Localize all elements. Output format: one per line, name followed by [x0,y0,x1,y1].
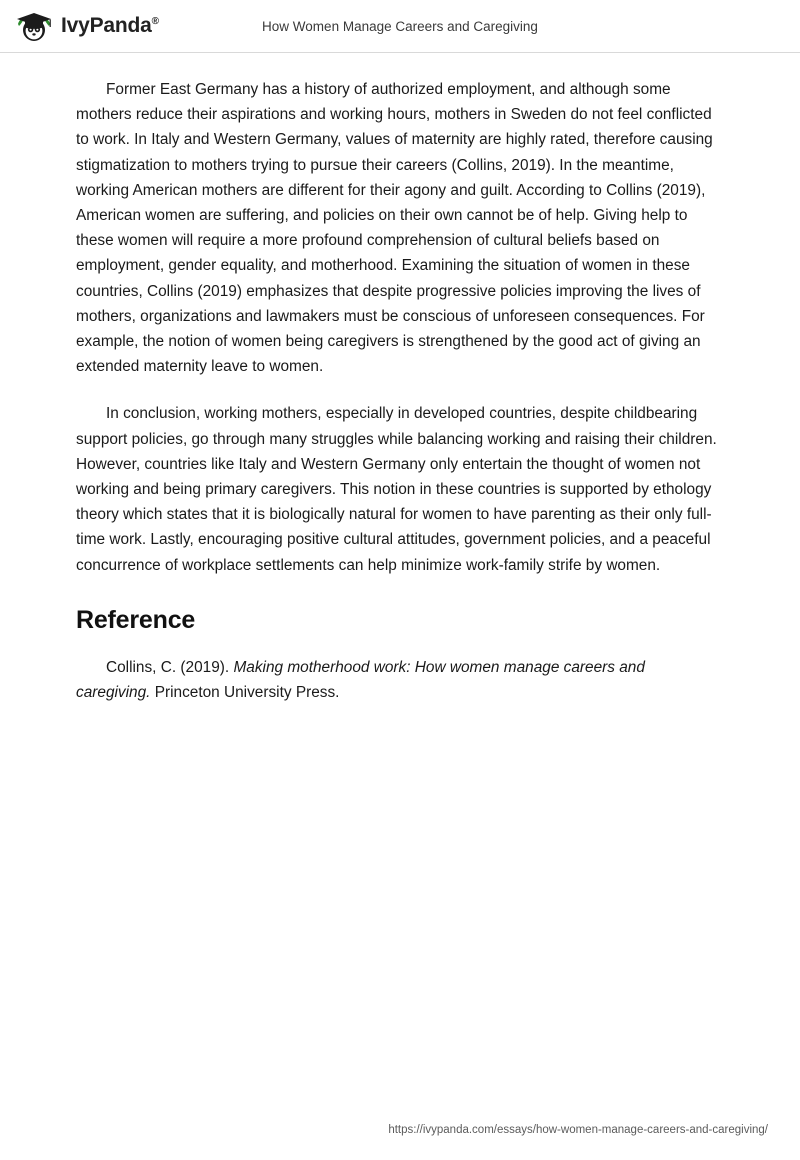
brand-logo-link[interactable] [0,6,159,46]
section-heading-reference: Reference [76,605,196,634]
document-body [0,53,800,705]
source-url-link[interactable]: https://ivypanda.com/essays/how-women-manage-careers-and-caregiving/ [388,1124,768,1136]
reference-title: Making motherhood work: How women manage careers and caregiving. [76,658,645,702]
reference-publisher: Princeton University Press. [150,684,340,702]
page-title: How Women Manage Careers and Caregiving [262,18,538,34]
brand-name: IvyPanda® [61,14,159,37]
page-footer [0,1124,800,1136]
page-header [0,0,800,53]
paragraph: Former East Germany has a history of authorized employment, and although some mothers reduce their aspirations and working hours, mothers in Sweden do not feel conflicted to work. In Italy and Western Germany, values of maternity are highly rated, therefore causing stigmatization to mothers trying to pursue their careers (Collins, 2019). In the meantime, working American mothers are different for their agony and guilt. According to Collins (2019), American women are suffering, and policies on their own cannot be of help. Giving help to these women will require a more profound comprehension of cultural beliefs based on employment, gender equality, and motherhood. Examining the situation of women in these countries, Collins (2019) emphasizes that despite progressive policies improving the lives of mothers, organizations and lawmakers must be conscious of unforeseen consequences. For example, the notion of women being caregivers is strengthened by the good act of giving an extended maternity leave to women. [76,81,713,376]
paragraph: In conclusion, working mothers, especially in developed countries, despite childbearing support policies, go through many struggles while balancing working and raising their children. However, countries like Italy and Western Germany only entertain the thought of women not working and being primary caregivers. This notion in these countries is supported by ethology theory which states that it is biologically natural for women to have parenting as their only full-time work. Lastly, encouraging positive cultural attitudes, government policies, and a peaceful concurrence of workplace settlements can help minimize work-family strife by women. [76,405,717,574]
graduation-cap-panda-logo-icon [14,6,54,46]
reference-author-year: Collins, C. (2019). [106,658,234,676]
reference-entry [76,655,722,705]
registered-mark: ® [151,16,159,27]
